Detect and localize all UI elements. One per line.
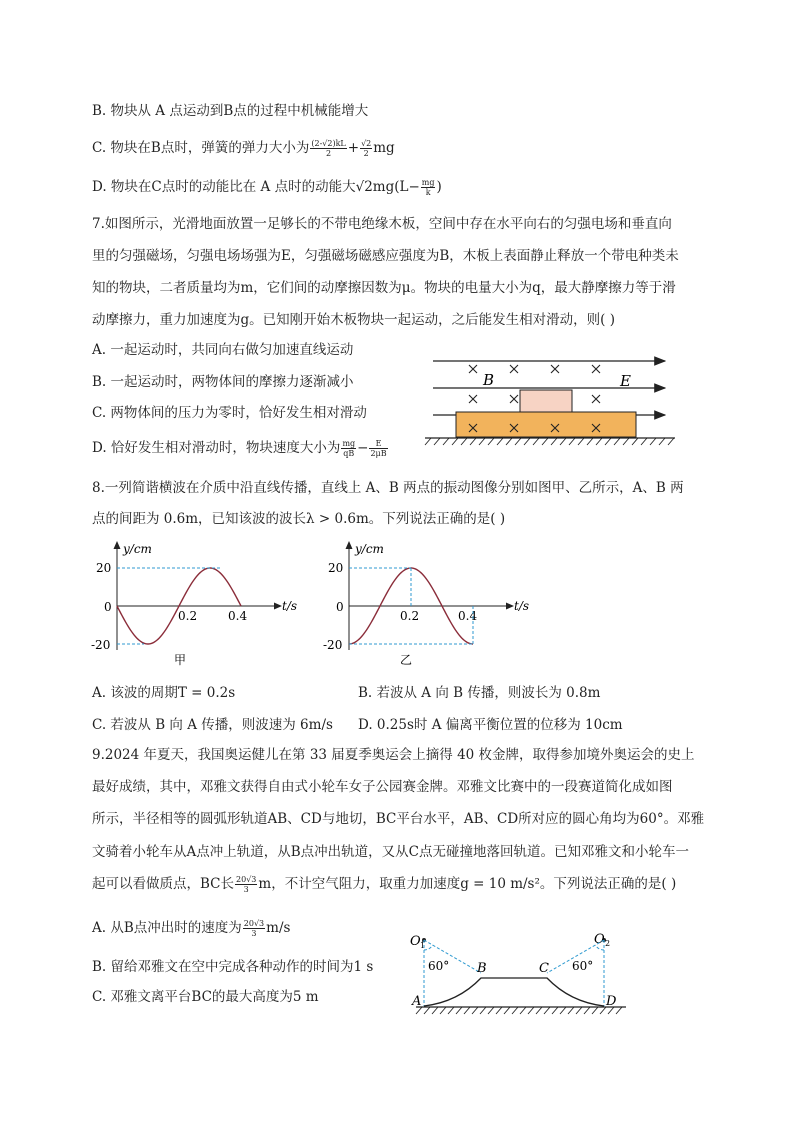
q9a-frac-num: 20√3	[243, 919, 265, 928]
q6c-text: C. 物块在B点时，弹簧的弹力大小为	[92, 140, 310, 156]
tick-0.2: 0.2	[178, 609, 198, 623]
y-label: y/cm	[355, 542, 384, 556]
q6d-frac-den: k	[425, 188, 431, 197]
track	[424, 978, 604, 1006]
q9-line-2: 最好成绩，其中，邓雅文获得自由式小轮车女子公园赛金牌。邓雅文比赛中的一段赛道简化成如图	[92, 779, 673, 795]
tick-20: 20	[328, 561, 344, 575]
tick-0.2: 0.2	[400, 609, 420, 623]
tick-20: 20	[96, 561, 112, 575]
q6c-frac1-den: 2	[326, 149, 332, 158]
q7d-frac2	[369, 439, 387, 458]
q9l5-frac-den: 3	[243, 885, 249, 894]
q9-option-c: C. 邓雅文离平台BC的最大高度为5 m	[92, 989, 319, 1005]
q6c-plus: +	[347, 140, 360, 156]
q7-line-2: 里的匀强磁场，匀强电场场强为E，匀强磁场磁感应强度为B，木板上表面静止释放一个带电种类未	[92, 248, 679, 264]
label-D: D	[606, 994, 617, 1009]
tick-0.4: 0.4	[458, 609, 478, 623]
q7-line-1: 7.如图所示，光滑地面放置一足够长的不带电绝缘木板，空间中存在水平向右的匀强电场和垂直向	[92, 216, 672, 232]
q9a-frac	[243, 919, 265, 938]
q6c-frac1-num: (2-√2)kL	[311, 139, 346, 148]
label-O2: O	[594, 932, 605, 947]
label-E: E	[620, 372, 631, 390]
q8-option-d: D. 0.25s时 A 偏离平衡位置的位移为 10cm	[358, 717, 623, 733]
q9-option-a	[92, 918, 290, 938]
label-B: B	[483, 371, 495, 389]
graph-jia	[86, 538, 306, 668]
q9-figure	[408, 926, 633, 1018]
x-label: t/s	[282, 599, 298, 613]
q8-option-a: A. 该波的周期T = 0.2s	[92, 685, 236, 701]
ground-hatch	[416, 1007, 622, 1014]
q6c-mg: mg	[373, 140, 395, 156]
q8-option-b: B. 若波从 A 向 B 传播，则波长为 0.8m	[358, 685, 601, 701]
q8-option-c: C. 若波从 B 向 A 传播，则波速为 6m/s	[92, 717, 333, 733]
block	[520, 390, 572, 412]
q8-line-2: 点的间距为 0.6m，已知该波的波长λ > 0.6m。下列说法正确的是( )	[92, 511, 506, 527]
q7-figure	[415, 352, 685, 452]
angle-60-left: 60°	[428, 959, 450, 973]
q6d-close: )	[436, 179, 442, 195]
q6-option-b: B. 物块从 A 点运动到B点的过程中机械能增大	[92, 103, 369, 119]
q7d-frac1-den: qB	[343, 449, 355, 458]
q9l5-frac-num: 20√3	[236, 875, 257, 884]
q6d-frac-num: mg	[421, 178, 435, 187]
q7-option-a: A. 一起运动时，共同向右做匀加速直线运动	[92, 342, 354, 358]
q6-option-c	[92, 138, 395, 158]
q7d-text: D. 恰好发生相对滑动时，物块速度大小为	[92, 440, 341, 456]
ground-hatch	[425, 438, 674, 445]
q9l5-rest: m，不计空气阻力，取重力加速度g = 10 m/s²。下列说法正确的是( )	[258, 876, 677, 892]
q7d-frac2-num: E	[369, 439, 387, 449]
tick-m20: -20	[91, 638, 111, 652]
angle-60-right: 60°	[572, 959, 594, 973]
q9a-unit: m/s	[266, 920, 291, 936]
q7d-frac1	[341, 439, 356, 458]
q9l5-text: 起可以看做质点，BC长	[92, 876, 235, 892]
x-label: t/s	[514, 599, 530, 613]
tick-0: 0	[336, 600, 344, 614]
q9l5-frac	[235, 875, 257, 894]
q9-line-4: 文骑着小轮车从A点冲上轨道，从B点冲出轨道，又从C点无碰撞地落回轨道。已知邓雅文和小轮车一	[92, 844, 689, 860]
board	[456, 412, 636, 437]
q9-line-3: 所示，半径相等的圆弧形轨道AB、CD与地切，BC平台水平，AB、CD所对应的圆心角均为60°。邓雅	[92, 811, 705, 827]
q7d-frac1-num: mg	[342, 439, 356, 448]
q6c-frac2	[360, 139, 372, 158]
tick-m20: -20	[323, 638, 343, 652]
q7-option-d	[92, 438, 389, 458]
y-label: y/cm	[123, 542, 152, 556]
radius-dashes	[424, 940, 604, 1006]
label-O1: O	[410, 934, 421, 949]
q6-option-d	[92, 177, 442, 197]
q8-line-1: 8.一列简谐横波在介质中沿直线传播，直线上 A、B 两点的振动图像分别如图甲、乙所示，A、B 两	[92, 480, 684, 496]
q7-option-c: C. 两物体间的压力为零时，恰好发生相对滑动	[92, 405, 367, 421]
label-O2-sub: 2	[605, 939, 611, 948]
q9-option-b: B. 留给邓雅文在空中完成各种动作的时间为1 s	[92, 959, 374, 975]
q7-line-4: 动摩擦力，重力加速度为g。已知刚开始木板物块一起运动，之后能发生相对滑动，则( )	[92, 312, 615, 328]
label-B: B	[477, 961, 487, 976]
q6d-frac	[421, 178, 436, 197]
q7d-minus: −	[357, 440, 369, 456]
caption-yi: 乙	[400, 653, 413, 667]
tick-0: 0	[104, 600, 112, 614]
q6d-text: D. 物块在C点时的动能比在 A 点时的动能大√2mg(L−	[92, 179, 420, 195]
q9-line-1: 9.2024 年夏天，我国奥运健儿在第 33 届夏季奥运会上摘得 40 枚金牌，取得参加境外奥运会的史上	[92, 747, 695, 763]
q6c-frac1	[310, 139, 346, 158]
label-C: C	[539, 961, 549, 976]
caption-jia: 甲	[174, 653, 187, 667]
q9a-text: A. 从B点冲出时的速度为	[92, 920, 242, 936]
q7-line-3: 知的物块，二者质量均为m，它们间的动摩擦因数为μ。物块的电量大小为q，最大静摩擦力等于滑	[92, 280, 676, 296]
q9-line-5	[92, 874, 676, 894]
q7d-frac2-den: 2μB	[370, 449, 387, 458]
graph-yi	[318, 538, 538, 668]
q7-option-b: B. 一起运动时，两物体间的摩擦力逐渐减小	[92, 374, 354, 390]
tick-0.4: 0.4	[228, 609, 248, 623]
q6c-frac2-den: 2	[363, 149, 369, 158]
label-O1-sub: 1	[420, 941, 426, 950]
q9a-frac-den: 3	[251, 929, 257, 938]
label-A: A	[412, 994, 422, 1009]
q6c-frac2-num: √2	[361, 139, 372, 148]
